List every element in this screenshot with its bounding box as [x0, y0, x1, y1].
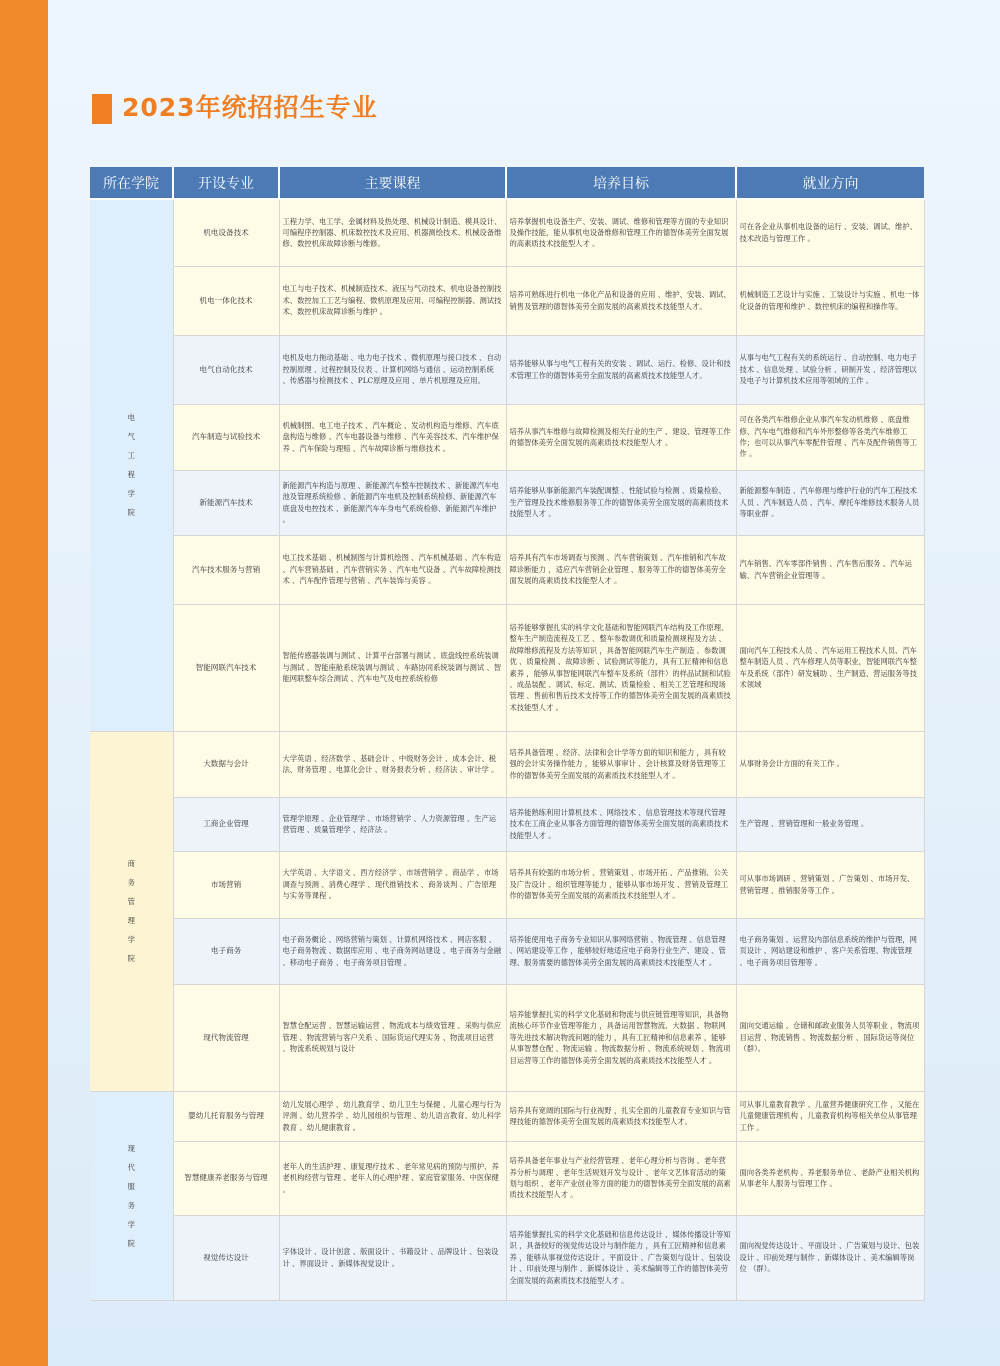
major-goal: 培养具有宽阔的国际与行业视野 ，扎实全面的儿童教育专业知识与管理技能的德智体美劳全面发展的高素质技术技能型人才。	[506, 1091, 736, 1141]
table-row	[90, 918, 924, 984]
college-char: 工	[127, 451, 135, 461]
major-name: 现代物流管理	[173, 984, 279, 1091]
major-name: 工商企业管理	[173, 797, 279, 851]
table-row	[90, 335, 924, 404]
college-char: 现	[127, 1143, 135, 1153]
college-char: 商	[127, 859, 135, 868]
major-jobs: 从事与电气工程有关的系统运行 、自动控制、电力电子技术 、信息处理 、试验分析 、研制开发 、经济管理以及电子与计算机技术应用等领域的工作 。	[736, 335, 924, 404]
table-row	[90, 404, 924, 470]
table-header-row	[90, 167, 924, 199]
table-row	[90, 984, 924, 1091]
major-goal: 培养从事汽车维修与故障检测及相关行业的生产 、建设、管理等工作的德智体美劳全面发展的高素质技术技能型人才 。	[506, 404, 736, 470]
major-courses: 电工与电子技术、机械制造技术、液压与气动技术、机电设备控制技术、数控加工工艺与编程、微机原理及应用、可编程控制器、测试技术、数控机床故障诊断与维护 。	[279, 266, 506, 335]
table-row	[90, 797, 924, 851]
left-accent-bar	[0, 0, 48, 1366]
majors-table	[90, 167, 925, 1301]
header-major: 开设专业	[173, 167, 279, 199]
college-char: 理	[127, 916, 135, 925]
major-courses: 机械制图、电工电子技术 、汽车概论 、发动机构造与维修、汽车底盘构造与维修 、汽车电器设备与维修 、汽车美容技术、汽车维护保养 、汽车保险与理赔 、汽车故障诊断与维修技术 。	[279, 404, 506, 470]
college-char: 学	[127, 489, 135, 499]
college-char: 管	[127, 897, 135, 906]
header-jobs: 就业方向	[736, 167, 924, 199]
major-name: 汽车制造与试验技术	[173, 404, 279, 470]
table-row	[90, 535, 924, 604]
table-row	[90, 731, 924, 797]
college-char: 电	[127, 413, 135, 423]
major-jobs: 面向汽车工程技术人员 、汽车运用工程技术人员、汽车整车制造人员 、汽车修理人员等职业，智能网联汽车整车及系统（部件）研发辅助 、生产制造、营运服务等技术领域	[736, 604, 924, 731]
major-jobs: 电子商务策划 、运营及内部信息系统的维护与管理，网页设计 、网站建设和维护 、客户关系管理、物流管理 、电子商务项目管理等 。	[736, 918, 924, 984]
table-row	[90, 199, 924, 266]
major-courses: 电工技术基础 、机械制图与计算机绘图 、汽车机械基础 、汽车构造 、汽车营销基础 、汽车营销实务 、汽车电气设备 、汽车故障检测技术 、汽车配件管理与营销 、汽车装饰与美容 。	[279, 535, 506, 604]
major-goal: 培养可熟练进行机电一体化产品和设备的应用 、维护、安装、调试、销售及管理的德智体美劳全面发展的高素质技术技能型人才。	[506, 266, 736, 335]
major-jobs: 面向各类养老机构 、养老服务单位 、老龄产业相关机构从事老年人服务与管理工作 。	[736, 1141, 924, 1215]
major-name: 智慧健康养老服务与管理	[173, 1141, 279, 1215]
college-char: 代	[127, 1162, 135, 1172]
college-char: 气	[127, 432, 135, 442]
page-title: 2023年统招招生专业	[122, 93, 378, 122]
table-row	[90, 851, 924, 918]
major-courses: 字体设计 、设计创意 、版面设计 、书籍设计 、品牌设计 、包装设计 、界面设计 、新媒体视觉设计 。	[279, 1215, 506, 1300]
table-row	[90, 1091, 924, 1141]
major-name: 婴幼儿托育服务与管理	[173, 1091, 279, 1141]
major-courses: 大学英语 、经济数学 、基础会计 、中级财务会计 、成本会计、税法、财务管理 、电算化会计 、财务报表分析 、经济法 、审计学 。	[279, 731, 506, 797]
college-cell	[90, 731, 173, 1091]
major-goal: 培养能掌握扎实的科学文化基础和物流与供应链管理等知识，具备物流核心环节作业管理等能力 ，具备运用智慧物流、大数据 、物联网等先进技术解决物流问题的能力 ，具有工匠精神和信息素养 ，能够从事智慧仓配 、物流运输 、物流数据分析 、物流系统规划 、物流项目运营等工作的德智体美劳全面发展的高素质技术技能型人才 。	[506, 984, 736, 1091]
major-goal: 培养能够掌握扎实的科学文化基础和智能网联汽车结构及工作原理、整车生产制造流程及工艺 、整车参数调优和质量检测规程及方法 、故障维修流程及方法等知识 ，具备智能网联汽车生产制造 、参数调优 、质量检测 、故障诊断 、试验测试等能力，具有工匠精神和信息素养 ，能够从事智能网联汽车整车及系统（部件）的样品试制和试验 、成品装配 、调试、标定、测试、质量检验 、相关工艺管理和现场管理 、售前和售后技术支持等工作的德智体美劳全面发展的高素质技术技能型人才 。	[506, 604, 736, 731]
college-char: 院	[127, 1238, 135, 1248]
major-name: 市场营销	[173, 851, 279, 918]
major-jobs: 可在各类汽车维修企业从事汽车发动机维修 、底盘维修、汽车电气维修和汽车外形整修等各类汽车维修工作；也可以从事汽车零配件管理 、汽车及配件销售等工作 。	[736, 404, 924, 470]
table-row	[90, 604, 924, 731]
major-jobs: 面向交通运输 、仓储和邮政业服务人员等职业 ，物流项目运营 、物流销售 、物流数据分析 、国际货运等岗位 （群）。	[736, 984, 924, 1091]
college-char: 程	[127, 470, 135, 480]
college-char: 院	[127, 508, 135, 518]
college-char: 院	[127, 954, 135, 963]
college-char: 学	[127, 1219, 135, 1229]
major-name: 机电设备技术	[173, 199, 279, 266]
major-courses: 智慧仓配运营 、智慧运输运营 、物流成本与绩效管理 、采购与供应管理 、物流营销与客户关系 、国际货运代理实务 、物流项目运营 、物流系统规划与设计	[279, 984, 506, 1091]
major-jobs: 汽车销售、汽车零部件销售 、汽车售后服务 、汽车运输、汽车营销企业管理等 。	[736, 535, 924, 604]
college-cell	[90, 1091, 173, 1300]
table-row	[90, 266, 924, 335]
header-courses: 主要课程	[279, 167, 506, 199]
major-courses: 管理学原理 、企业管理学 、市场营销学 、人力资源管理 、生产运营管理 、质量管理学 、经济法 。	[279, 797, 506, 851]
major-jobs: 面向视觉传达设计 、平面设计 、广告策划与设计、包装设计 、印前处理与制作 、新媒体设计 、美术编辑等岗位 （群）。	[736, 1215, 924, 1300]
major-jobs: 新能源整车制造 、汽车修理与维护行业的汽车工程技术人员 、汽车制造人员 、汽车、摩托车维修技术服务人员等职业群 。	[736, 470, 924, 535]
major-goal: 培养能熟练利用计算机技术 、网络技术 、信息管理技术等现代管理技术在工商企业从事各方面管理的德智体美劳全面发展的高素质技术技能型人才 。	[506, 797, 736, 851]
table-row	[90, 470, 924, 535]
table-row	[90, 1215, 924, 1300]
major-courses: 电机及电力拖动基础 、电力电子技术 、微机原理与接口技术 、自动控制原理 、过程控制及仪表 、计算机网络与通信 、运动控制系统 、传感器与检测技术 、PLC原理及应用 、单片机原理及应用。	[279, 335, 506, 404]
major-goal: 培养能够从事新能源汽车装配调整 、性能试验与检测 、质量检验、生产管理及技术维修服务等工作的德智体美劳全面发展的高素质技术技能型人才 。	[506, 470, 736, 535]
major-jobs: 生产管理 、营销管理和一般业务管理 。	[736, 797, 924, 851]
major-goal: 培养能使用电子商务专业知识从事网络营销 、物流管理 、信息管理 、网站建设等工作 ，能够较好地适应电子商务行业生产、建设 、管理、服务需要的德智体美劳全面发展的高素质技术技能型人才 。	[506, 918, 736, 984]
major-courses: 大学英语 、大学语文 、西方经济学 、市场营销学 、商品学 、市场调查与预测 、消费心理学 、现代推销技术 、商务谈判 、广告原理与实务等课程 。	[279, 851, 506, 918]
major-name: 汽车技术服务与营销	[173, 535, 279, 604]
college-char: 务	[127, 878, 135, 887]
major-name: 电子商务	[173, 918, 279, 984]
college-char: 务	[127, 1200, 135, 1210]
major-name: 电气自动化技术	[173, 335, 279, 404]
major-courses: 新能源汽车构造与原理 、新能源汽车整车控制技术 、新能源汽车电池及管理系统检修 、新能源汽车电机及控制系统检修、新能源汽车底盘及电控技术 、新能源汽车车身电气系统检修、新能源汽车维护 。	[279, 470, 506, 535]
major-courses: 智能传感器装调与测试 、计算平台部署与测试 、底盘线控系统装调与测试 、智能座舱系统装调与测试 、车路协同系统装调与测试 、智能网联整车综合测试 、汽车电气及电控系统检修	[279, 604, 506, 731]
major-goal: 培养能掌握扎实的科学文化基础和信息传达设计 、媒体传播设计等知识 ，具备较好的视觉传达设计与制作能力 ，具有工匠精神和信息素养 ，能够从事视觉传达设计 、平面设计 、广告策划与设计 、包装设计 、印前处理与制作 、新媒体设计 、美术编辑等工作的德智体美劳全面发展的高素质技术技能型人才 。	[506, 1215, 736, 1300]
major-name: 智能网联汽车技术	[173, 604, 279, 731]
major-goal: 培养具备管理 、经济、法律和会计学等方面的知识和能力 ，具有较强的会计实务操作能力 ，能够从事审计 、会计核算及财务管理等工作的德智体美劳全面发展的高素质技术技能型人才 。	[506, 731, 736, 797]
major-name: 大数据与会计	[173, 731, 279, 797]
major-name: 视觉传达设计	[173, 1215, 279, 1300]
major-goal: 培养具备老年事业与产业经营管理 、老年心理分析与咨询 、老年营养分析与调理 、老年生活规划开发与设计 、老年文艺体育活动的策划与组织 、老年产业创业等方面的能力的德智体美劳全面发展的高素质技术技能型人才 。	[506, 1141, 736, 1215]
major-courses: 工程力学、电工学、金属材料及热处理、机械设计制造、模具设计、可编程序控制器、机床数控技术及应用、机器测绘技术、机械设备维修、数控机床故障诊断与维修。	[279, 199, 506, 266]
major-goal: 培养掌握机电设备生产、安装、调试、维修和管理等方面的专业知识及操作技能，能从事机电设备维修和管理工作的德智体美劳全面发展的高素质技术技能型人才 。	[506, 199, 736, 266]
major-name: 新能源汽车技术	[173, 470, 279, 535]
table-row	[90, 1141, 924, 1215]
major-jobs: 可在各企业从事机电设备的运行 、安装、调试、维护、技术改造与管理工作 。	[736, 199, 924, 266]
college-cell	[90, 199, 173, 731]
header-goal: 培养目标	[506, 167, 736, 199]
major-jobs: 可从事儿童教育教学 、儿童营养健康研究工作 ，又能在儿童健康管理机构 ，儿童教育机构等相关单位从事管理工作 。	[736, 1091, 924, 1141]
major-courses: 幼儿发展心理学 、幼儿教育学 、幼儿卫生与保健 、儿童心理与行为评测 、幼儿营养学 、幼儿园组织与管理 、幼儿语言教育、幼儿科学教育 、幼儿健康教育 。	[279, 1091, 506, 1141]
major-courses: 老年人的生活护理 、康复理疗技术 、老年常见病的预防与照护、养老机构经营与管理 、老年人的心理护理 、家庭管家服务、中医保健 。	[279, 1141, 506, 1215]
major-courses: 电子商务概论 、网络营销与策划 、计算机网络技术 、网店客服 、电子商务物流 、数据库应用 、电子商务网站建设 、电子商务与金融 、移动电子商务 、电子商务项目管理 。	[279, 918, 506, 984]
major-jobs: 从事财务会计方面的有关工作 。	[736, 731, 924, 797]
college-char: 学	[127, 935, 135, 944]
title-accent-block	[92, 94, 112, 124]
major-jobs: 可从事市场调研 、营销策划 、广告策划 、市场开发、营销管理 、推销服务等工作 。	[736, 851, 924, 918]
major-goal: 培养具有较强的市场分析 、营销策划 、市场开拓 、产品推销、公关及广告设计 、组织管理等能力 ，能够从事市场开发 、营销及管理工作的德智体美劳全面发展的高素质技术技能型人才 。	[506, 851, 736, 918]
major-goal: 培养具有汽车市场调查与预测 、汽车营销策划 、汽车推销和汽车故障诊断能力 ，适应汽车营销企业管理 、服务等工作的德智体美劳全面发展的高素质技术技能型人才 。	[506, 535, 736, 604]
major-jobs: 机械制造工艺设计与实施 、工装设计与实施 、机电一体化设备的管理和维护 、数控机床的编程和操作等。	[736, 266, 924, 335]
major-name: 机电一体化技术	[173, 266, 279, 335]
college-char: 服	[127, 1181, 135, 1191]
header-college: 所在学院	[90, 167, 173, 199]
major-goal: 培养能够从事与电气工程有关的安装 、调试、运行、检修、设计和技术管理工作的德智体美劳全面发展的高素质技术技能型人才。	[506, 335, 736, 404]
